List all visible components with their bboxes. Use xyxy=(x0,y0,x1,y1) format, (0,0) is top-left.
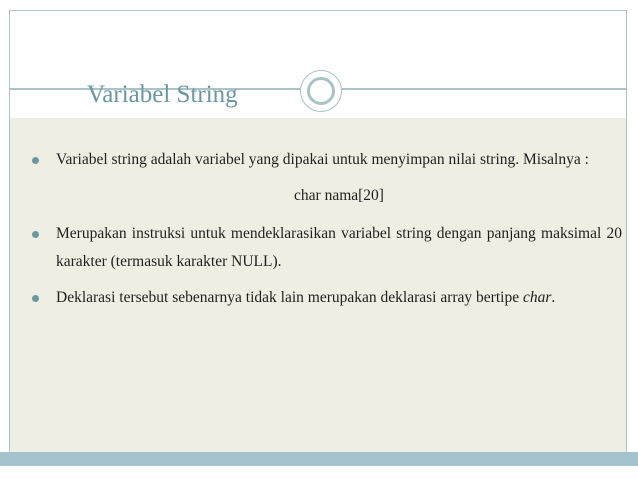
bullet-dot-icon xyxy=(32,157,39,164)
code-example: char nama[20] xyxy=(294,187,384,204)
bullet-item xyxy=(30,284,622,312)
footer-bar xyxy=(0,452,638,466)
bullet-text-part: Deklarasi tersebut sebenarnya tidak lain merupakan deklarasi array bertipe xyxy=(56,289,523,306)
circle-ornament-icon xyxy=(300,70,342,112)
bullet-text: Merupakan instruksi untuk mendeklarasikan variabel string dengan panjang maksimal 20 karakter (termasuk karakter NULL). xyxy=(56,225,622,270)
bullet-dot-icon xyxy=(32,231,39,238)
slide-title: Variabel String xyxy=(87,81,238,108)
bullet-text-part: . xyxy=(551,289,556,306)
bullet-text: Variabel string adalah variabel yang dipakai untuk menyimpan nilai string. Misalnya : xyxy=(56,151,589,168)
bullet-list xyxy=(30,146,622,320)
bullet-text xyxy=(56,289,555,306)
bullet-dot-icon xyxy=(32,295,39,302)
bullet-item xyxy=(30,146,622,174)
circle-ring-icon xyxy=(307,77,335,105)
bullet-item xyxy=(30,220,622,276)
bullet-emphasis: char xyxy=(522,289,552,306)
